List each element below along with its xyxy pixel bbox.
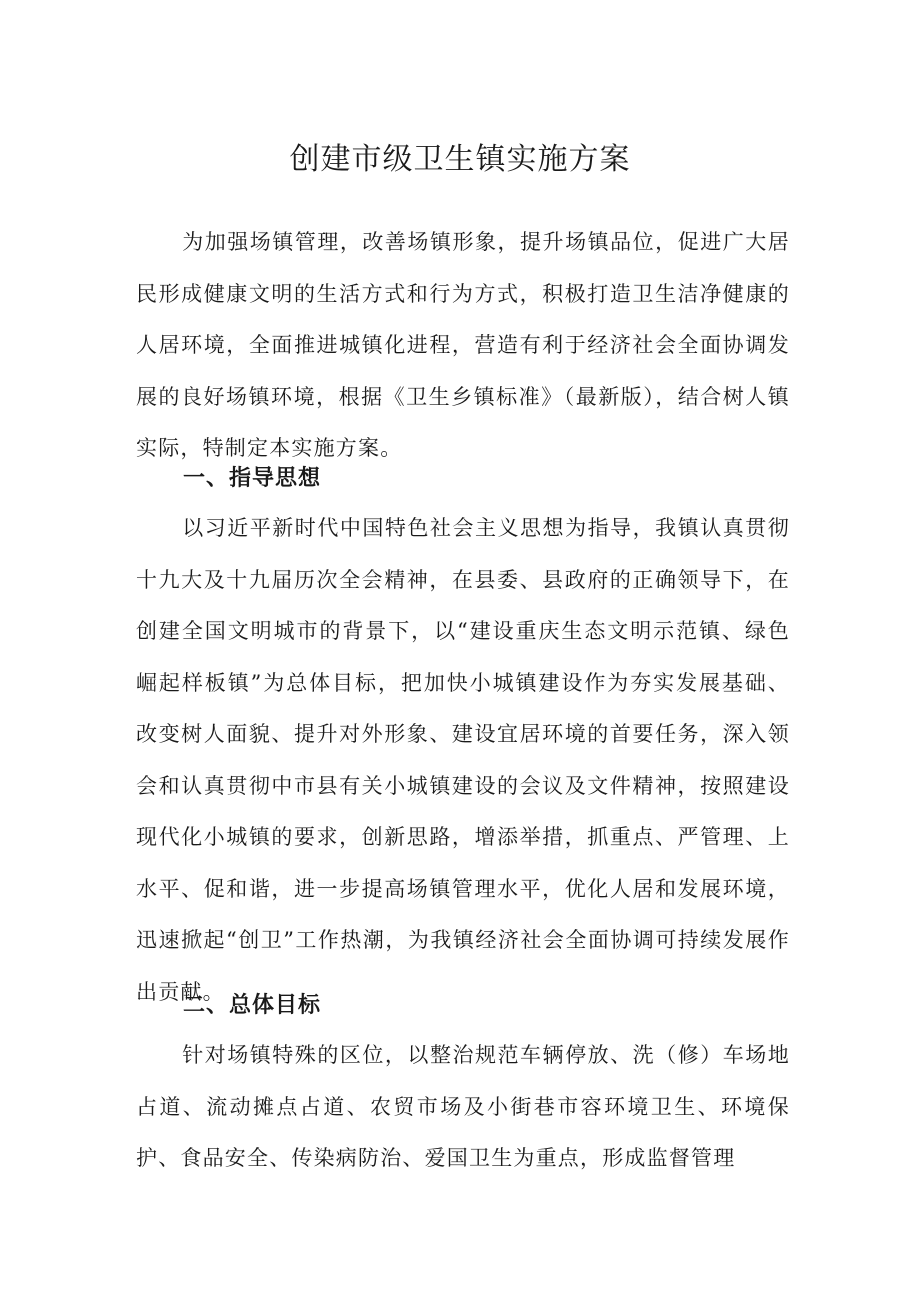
section-heading-overall-goal: 二、总体目标 (183, 993, 322, 1018)
section-body-overall-goal: 针对场镇特殊的区位，以整治规范车辆停放、洗（修）车场地占道、流动摊点占道、农贸市场及小街巷市容环境卫生、环境保护、食品安全、传染病防治、爱国卫生为重点，形成监督管理 (136, 1043, 790, 1170)
document-title: 创建市级卫生镇实施方案 (289, 142, 631, 177)
section-body-guiding-ideology: 以习近平新时代中国特色社会主义思想为指导，我镇认真贯彻十九大及十九届历次全会精神，在县委、县政府的正确领导下，在创建全国文明城市的背景下，以“建设重庆生态文明示范镇、绿色崛起样板镇”为总体目标，把加快小城镇建设作为夯实发展基础、改变树人面貌、提升对外形象、建设宜居环境的首要任务，深入领会和认真贯彻中市县有关小城镇建设的会议及文件精神，按照建设现代化小城镇的要求，创新思路，增添举措，抓重点、严管理、上水平、促和谐，进一步提高场镇管理水平，优化人居和发展环境，迅速掀起“创卫”工作热潮，为我镇经济社会全面协调可持续发展作出贡献。 (136, 516, 790, 1004)
section-heading-guiding-ideology: 一、指导思想 (183, 466, 322, 491)
intro-paragraph: 为加强场镇管理，改善场镇形象，提升场镇品位，促进广大居民形成健康文明的生活方式和行为方式，积极打造卫生洁净健康的人居环境，全面推进城镇化进程，营造有利于经济社会全面协调发展的良好场镇环境，根据《卫生乡镇标准》（最新版），结合树人镇实际，特制定本实施方案。 (136, 230, 790, 460)
